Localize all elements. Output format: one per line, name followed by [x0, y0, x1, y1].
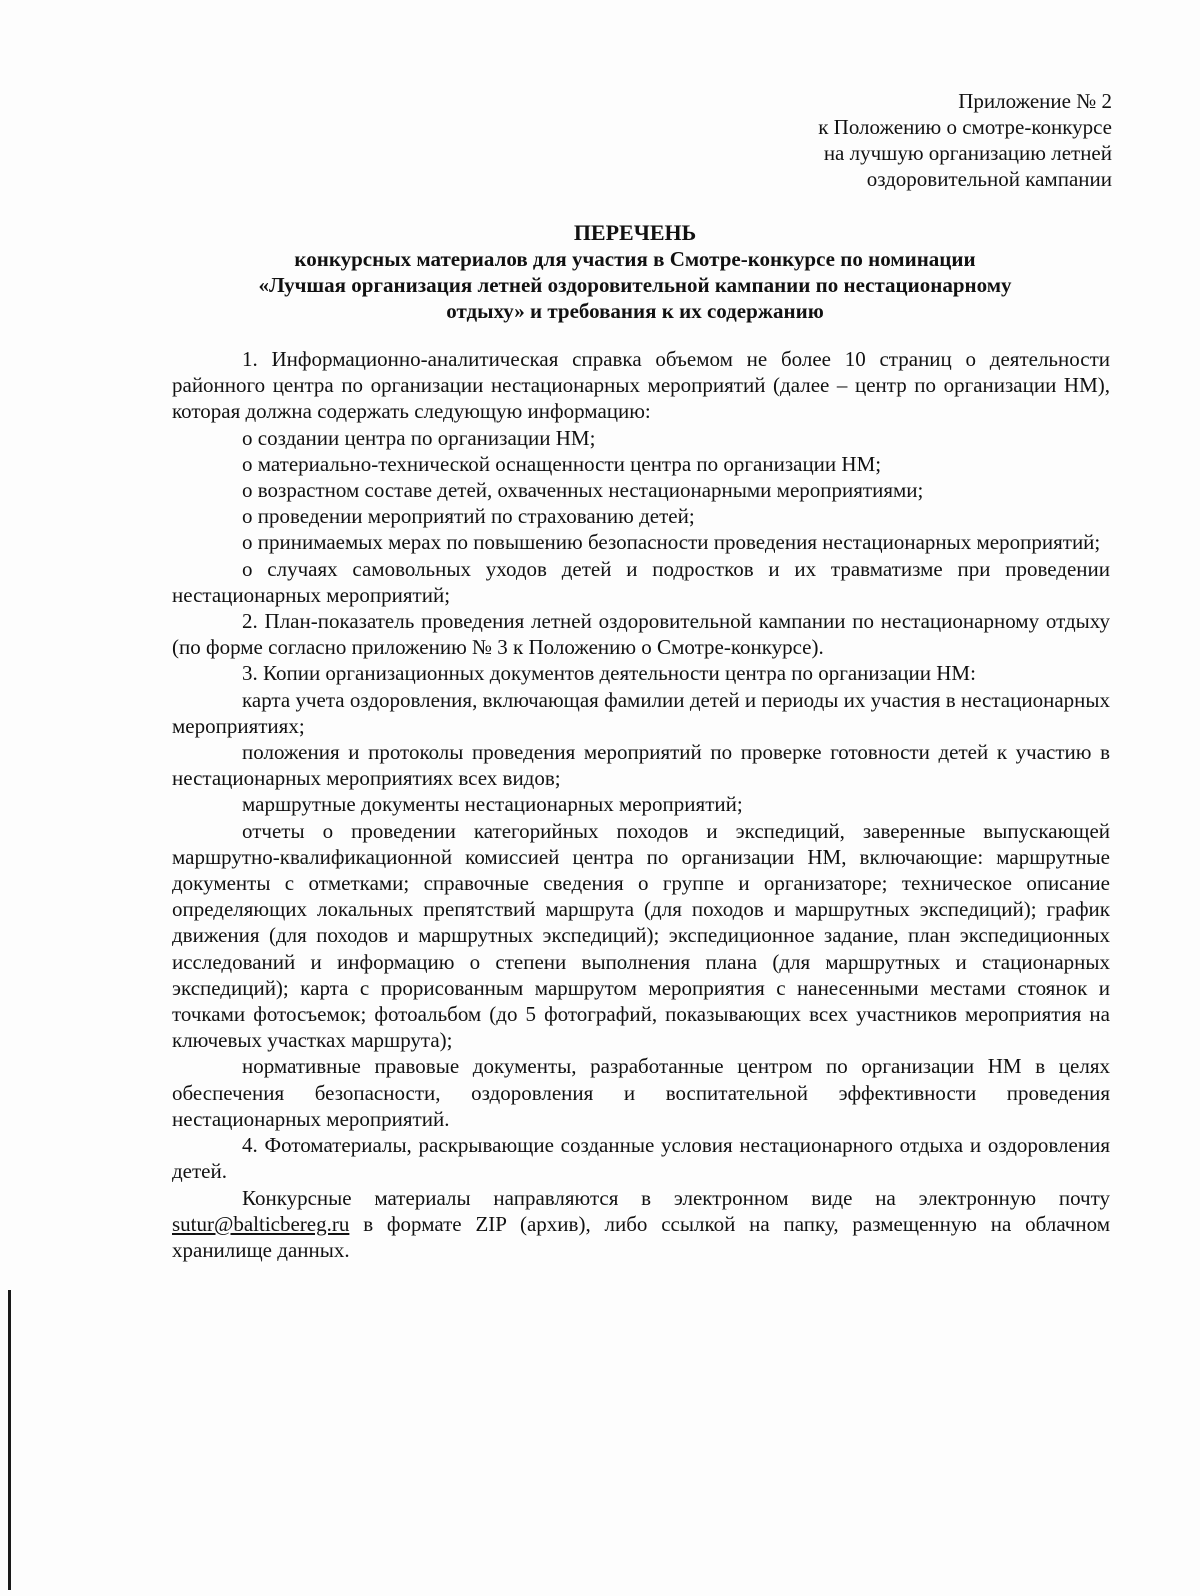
paragraph-subitem: о случаях самовольных уходов детей и подростков и их травматизме при проведении нестационарных мероприятий; [172, 556, 1110, 607]
title-line: «Лучшая организация летней оздоровительной кампании по нестационарному [258, 273, 1012, 297]
email-link[interactable]: sutur@balticbereg.ru [172, 1211, 350, 1236]
appendix-line: на лучшую организацию летней [823, 141, 1112, 165]
paragraph-subitem: отчеты о проведении категорийных походов и экспедиций, заверенные выпускающей маршрутно-квалификационной комиссией центра по организации НМ, включающие: маршрутные документы с отметками; справочные сведения о группе и организаторе; техническое описание определяющих локальных препятствий маршрута (для походов и маршрутных экспедиций); график движения (для походов и маршрутных экспедиций); экспедиционное задание, план экспедиционных исследований и информацию о степени выполнения плана (для маршрутных и стационарных экспедиций); карта с прорисованным маршрутом мероприятия с нанесенными местами стоянок и точками фотосъемок; фотоальбом (до 5 фотографий, показывающих всех участников мероприятия на ключевых участках маршрута); [172, 818, 1110, 1053]
appendix-line: оздоровительной кампании [866, 167, 1112, 191]
title-line: конкурсных материалов для участия в Смотре-конкурсе по номинации [294, 247, 976, 271]
paragraph-subitem: о материально-технической оснащенности центра по организации НМ; [242, 451, 882, 476]
paragraph-subitem: о проведении мероприятий по страхованию детей; [242, 504, 695, 529]
final-text-after: в формате ZIP (архив), либо ссылкой на папку, размещенную на облачном хранилище данных. [172, 1211, 1110, 1262]
paragraph-subitem: о принимаемых мерах по повышению безопасности проведения нестационарных мероприятий; [242, 530, 1101, 555]
paragraph-item-2: 2. План-показатель проведения летней оздоровительной кампании по нестационарному отдыху (по форме согласно приложению № 3 к Положению о Смотре-конкурсе). [172, 609, 1110, 660]
scan-edge-mark [8, 1290, 11, 1590]
document-body [172, 346, 1110, 1263]
final-text-before: Конкурсные материалы направляются в электронном виде на электронную почту [242, 1185, 1110, 1210]
paragraph-final [172, 1185, 1110, 1264]
appendix-header [818, 88, 1112, 192]
appendix-line: Приложение № 2 [958, 89, 1112, 113]
appendix-line: к Положению о смотре-конкурсе [818, 115, 1112, 139]
paragraph-subitem: о создании центра по организации НМ; [242, 425, 596, 450]
title-line: отдыху» и требования к их содержанию [446, 299, 824, 323]
document-title [170, 220, 1100, 324]
title-main: ПЕРЕЧЕНЬ [573, 220, 697, 245]
paragraph-subitem: о возрастном составе детей, охваченных нестационарными мероприятиями; [242, 478, 924, 503]
paragraph-subitem: положения и протоколы проведения мероприятий по проверке готовности детей к участию в нестационарных мероприятиях всех видов; [172, 740, 1110, 791]
paragraph-subitem: маршрутные документы нестационарных мероприятий; [242, 792, 743, 817]
paragraph-subitem: нормативные правовые документы, разработанные центром по организации НМ в целях обеспечения безопасности, оздоровления и воспитательной эффективности проведения нестационарных мероприятий. [172, 1054, 1110, 1131]
paragraph-item-3: 3. Копии организационных документов деятельности центра по организации НМ: [242, 661, 976, 686]
paragraph-item-4: 4. Фотоматериалы, раскрывающие созданные условия нестационарного отдыха и оздоровления детей. [172, 1133, 1110, 1184]
paragraph-subitem: карта учета оздоровления, включающая фамилии детей и периоды их участия в нестационарных мероприятиях; [172, 687, 1110, 738]
paragraph-item-1: 1. Информационно-аналитическая справка объемом не более 10 страниц о деятельности районного центра по организации нестационарных мероприятий (далее – центр по организации НМ), которая должна содержать следующую информацию: [172, 347, 1110, 424]
